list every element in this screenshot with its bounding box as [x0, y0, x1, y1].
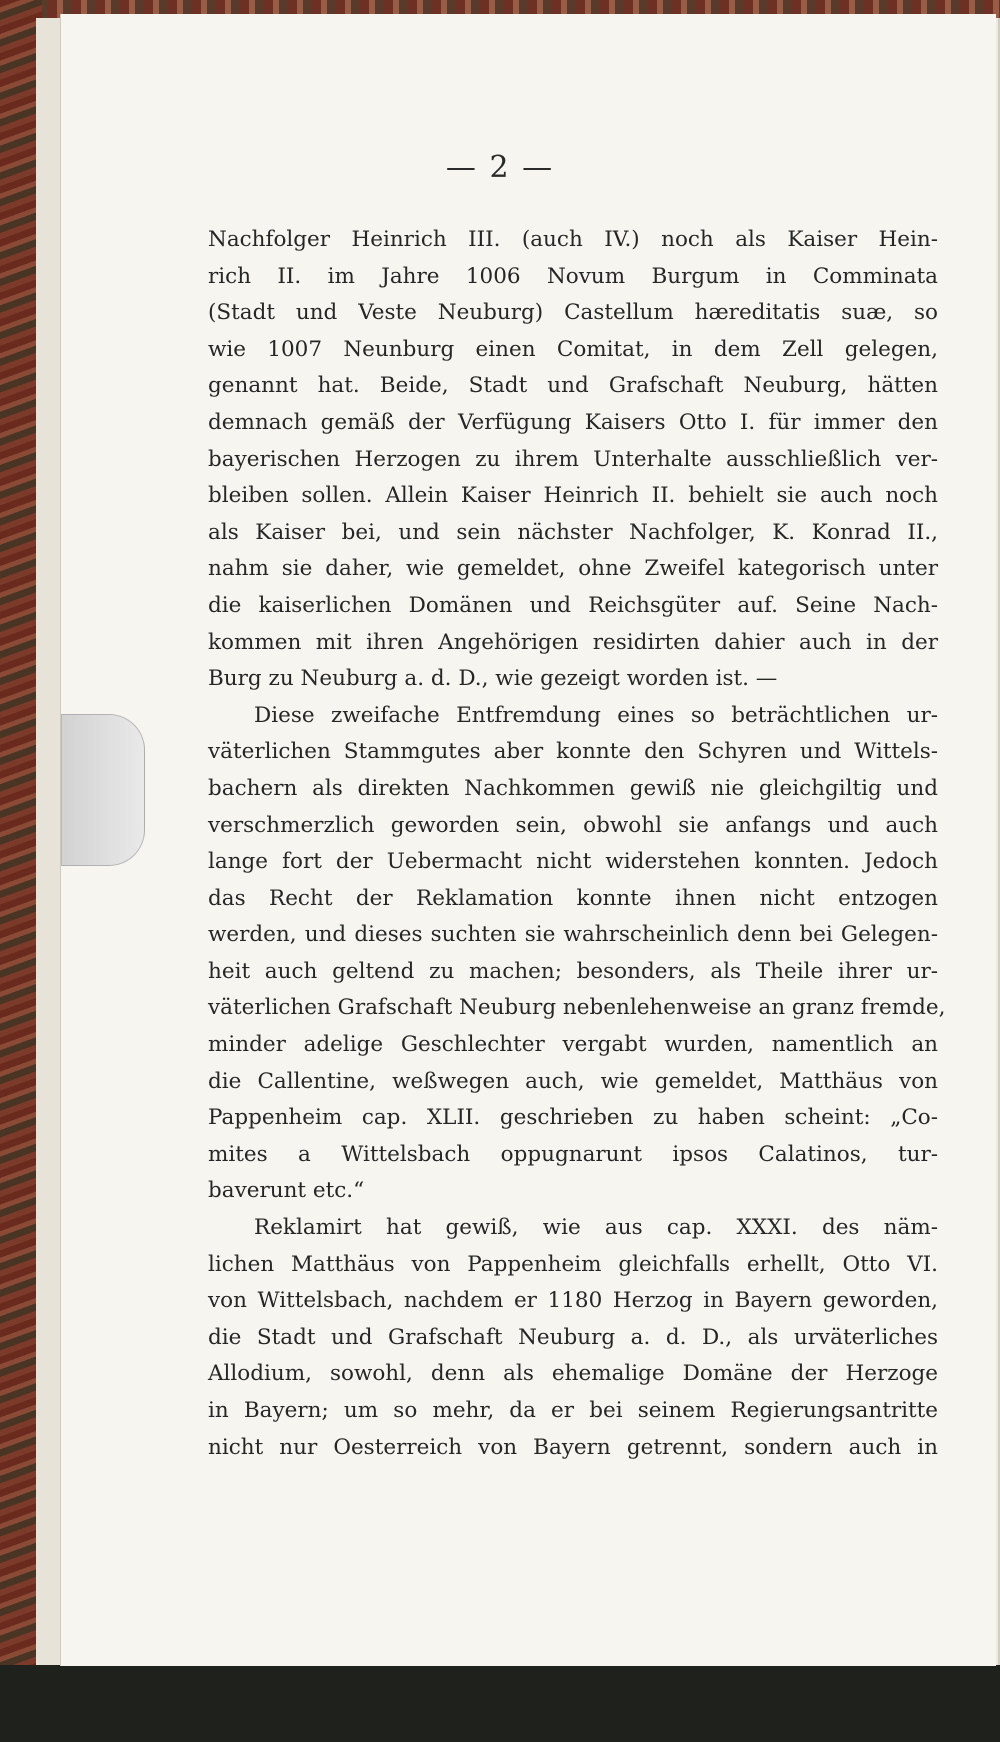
book-cover-bottom — [0, 1665, 1000, 1742]
text-line: wie 1007 Neunburg einen Comitat, in dem Zell gelegen, — [208, 336, 938, 362]
text-line: mites a Wittelsbach oppugnarunt ipsos Calatinos, tur- — [208, 1141, 938, 1167]
text-line: die kaiserlichen Domänen und Reichsgüter auf. Seine Nach- — [208, 592, 938, 618]
text-line: lange fort der Uebermacht nicht widerstehen konnten. Jedoch — [208, 849, 938, 875]
text-line: nahm sie daher, wie gemeldet, ohne Zweifel kategorisch unter — [208, 556, 938, 582]
text-line: Reklamirt hat gewiß, wie aus cap. XXXI. des näm- — [254, 1215, 938, 1241]
text-line: das Recht der Reklamation konnte ihnen nicht entzogen — [208, 885, 938, 911]
text-line: verschmerzlich geworden sein, obwohl sie anfangs und auch — [208, 812, 938, 838]
text-line: kommen mit ihren Angehörigen residirten dahier auch in der — [208, 629, 938, 655]
text-line: in Bayern; um so mehr, da er bei seinem Regierungsantritte — [208, 1398, 938, 1423]
text-line: rich II. im Jahre 1006 Novum Burgum in Comminata — [208, 263, 938, 289]
text-line: als Kaiser bei, und sein nächster Nachfolger, K. Konrad II., — [208, 519, 938, 545]
text-line: heit auch geltend zu machen; besonders, als Theile ihrer ur- — [208, 958, 938, 984]
text-line: genannt hat. Beide, Stadt und Grafschaft Neuburg, hätten — [208, 373, 938, 399]
text-line: bachern als direkten Nachkommen gewiß nie gleichgiltig und — [208, 775, 938, 801]
text-line: Diese zweifache Entfremdung eines so beträchtlichen ur- — [254, 702, 938, 728]
text-line: die Stadt und Grafschaft Neuburg a. d. D., als urväterliches — [208, 1324, 938, 1350]
text-line: bayerischen Herzogen zu ihrem Unterhalte ausschließlich ver- — [208, 446, 938, 472]
text-line: von Wittelsbach, nachdem er 1180 Herzog in Bayern geworden, — [208, 1288, 938, 1314]
body-text — [208, 222, 946, 1466]
text-line: (Stadt und Veste Neuburg) Castellum hæreditatis suæ, so — [208, 300, 938, 326]
text-line: Burg zu Neuburg a. d. D., wie gezeigt worden ist. — — [208, 666, 778, 692]
page-number: — 2 — — [445, 150, 555, 185]
text-line: die Callentine, weßwegen auch, wie gemeldet, Matthäus von — [208, 1068, 938, 1094]
text-line: bleiben sollen. Allein Kaiser Heinrich II. behielt sie auch noch — [208, 483, 938, 509]
text-line: demnach gemäß der Verfügung Kaisers Otto I. für immer den — [208, 409, 938, 435]
text-line: minder adelige Geschlechter vergabt wurden, namentlich an — [208, 1032, 938, 1058]
text-line: Pappenheim cap. XLII. geschrieben zu haben scheint: „Co- — [208, 1105, 938, 1131]
bookmark-clip — [61, 714, 145, 866]
text-line: baverunt etc.“ — [208, 1178, 365, 1204]
text-line: werden, und dieses suchten sie wahrscheinlich denn bei Gelegen- — [208, 922, 938, 948]
text-line: Allodium, sowohl, denn als ehemalige Domäne der Herzoge — [208, 1361, 938, 1387]
text-line: väterlichen Stammgutes aber konnte den Schyren und Wittels- — [208, 739, 938, 765]
text-line: nicht nur Oesterreich von Bayern getrennt, sondern auch in — [208, 1434, 938, 1460]
text-line: lichen Matthäus von Pappenheim gleichfalls erhellt, Otto VI. — [208, 1251, 938, 1277]
text-line: väterlichen Grafschaft Neuburg nebenlehenweise an granz fremde, — [208, 995, 946, 1021]
text-line: Nachfolger Heinrich III. (auch IV.) noch als Kaiser Hein- — [208, 227, 938, 252]
